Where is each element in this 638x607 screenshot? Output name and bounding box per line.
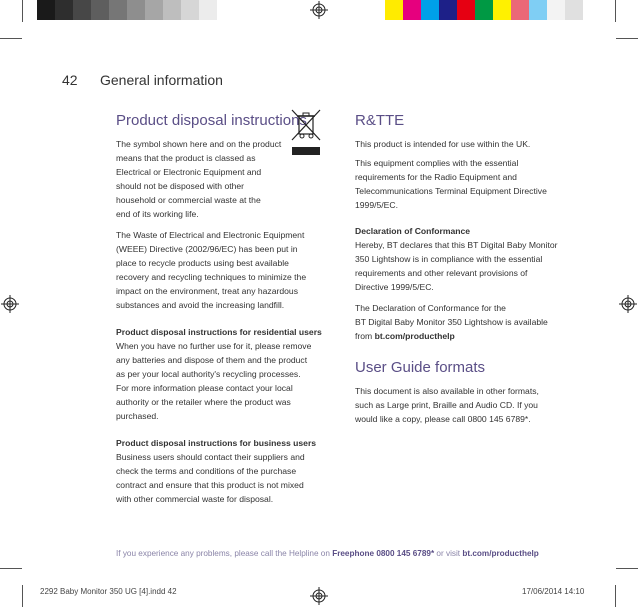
- business-heading: Product disposal instructions for business users: [116, 438, 317, 448]
- color-swatch: [511, 0, 529, 20]
- crop-mark: [616, 38, 638, 39]
- crossed-out-wheelie-bin-icon: [290, 108, 322, 158]
- crop-mark: [616, 568, 638, 569]
- grey-swatch: [181, 0, 199, 20]
- page-number: 42: [62, 72, 78, 88]
- color-swatch: [475, 0, 493, 20]
- crop-mark: [22, 585, 23, 607]
- conformance-section: Declaration of Conformance Hereby, BT declares that this BT Digital Baby Monitor 350 Lightshow is in compliance with the essential requirements and other relevant provisions of Directive 1999/5/EC.: [355, 224, 570, 294]
- helpline-footer: If you experience any problems, please call the Helpline on Freephone 0800 145 6789* or visit bt.com/producthelp: [116, 549, 539, 558]
- residential-section: Product disposal instructions for residential users When you have no further use for it, please remove any batteries and dispose of them and the product as per your local authority's recycling processes. For more information please contact your local authority or the retailer where the product was purchased.: [116, 325, 331, 423]
- conformance-heading: Declaration of Conformance: [355, 226, 471, 236]
- grey-swatch: [55, 0, 73, 20]
- footer-link[interactable]: bt.com/producthelp: [462, 549, 539, 558]
- page-title: General information: [100, 72, 223, 88]
- slug-filename: 2292 Baby Monitor 350 UG [4].indd 42: [40, 587, 177, 596]
- color-swatch: [403, 0, 421, 20]
- crop-mark: [615, 585, 616, 607]
- crop-mark: [0, 38, 22, 39]
- color-swatch: [385, 0, 403, 20]
- grey-swatch: [109, 0, 127, 20]
- right-column: [355, 112, 570, 426]
- rtte-paragraph-1: This product is intended for use within the UK.: [355, 139, 531, 149]
- slug-date: 17/06/2014 14:10: [522, 587, 585, 596]
- rtte-heading: R&TTE: [355, 112, 405, 129]
- crop-mark: [615, 0, 616, 22]
- rtte-paragraph-2: This equipment complies with the essential requirements for the Radio Equipment and Telecommunications Terminal Equipment Directive 1999/5/EC.: [355, 158, 547, 210]
- color-swatch: [439, 0, 457, 20]
- color-swatch: [421, 0, 439, 20]
- color-swatch: [565, 0, 583, 20]
- grey-swatch: [73, 0, 91, 20]
- left-column: [116, 112, 331, 506]
- formats-heading: User Guide formats: [355, 359, 486, 376]
- registration-mark-icon: [310, 587, 328, 605]
- grey-swatch: [163, 0, 181, 20]
- registration-mark-icon: [619, 295, 637, 313]
- registration-mark-icon: [1, 295, 19, 313]
- declaration-availability: The Declaration of Conformance for the BT Digital Baby Monitor 350 Lightshow is available from bt.com/producthelp: [355, 303, 548, 341]
- grey-swatch: [199, 0, 217, 20]
- grey-swatch: [37, 0, 55, 20]
- color-swatch: [529, 0, 547, 20]
- residential-heading: Product disposal instructions for residential users: [116, 327, 322, 337]
- grey-swatch: [91, 0, 109, 20]
- color-swatch: [547, 0, 565, 20]
- crop-mark: [0, 568, 22, 569]
- color-bar: [385, 0, 583, 20]
- disposal-heading: Product disposal instructions: [116, 112, 307, 129]
- producthelp-link[interactable]: bt.com/producthelp: [374, 331, 455, 341]
- business-section: Product disposal instructions for business users Business users should contact their suppliers and check the terms and conditions of the purchase contract and ensure that this product is not mixed with other commercial waste for disposal.: [116, 436, 331, 506]
- color-swatch: [493, 0, 511, 20]
- disposal-intro: The symbol shown here and on the product means that the product is classed as Electrical or Electronic Equipment and should not be disposed with other household or commercial waste at the end of its working life.: [116, 139, 282, 219]
- grey-swatch: [127, 0, 145, 20]
- grey-swatch: [145, 0, 163, 20]
- greyscale-bar: [37, 0, 217, 20]
- formats-paragraph: This document is also available in other formats, such as Large print, Braille and Audio CD. If you would like a copy, please call 0800 145 6789*.: [355, 386, 539, 424]
- color-swatch: [457, 0, 475, 20]
- weee-paragraph: The Waste of Electrical and Electronic Equipment (WEEE) Directive (2002/96/EC) has been put in place to recycle products using best available recovery and recycling techniques to minimize the impact on the environment, treat any hazardous substances and avoid the increasing landfill.: [116, 230, 307, 310]
- helpline-phone: Freephone 0800 145 6789*: [332, 549, 435, 558]
- crop-mark: [22, 0, 23, 22]
- registration-mark-icon: [310, 1, 328, 19]
